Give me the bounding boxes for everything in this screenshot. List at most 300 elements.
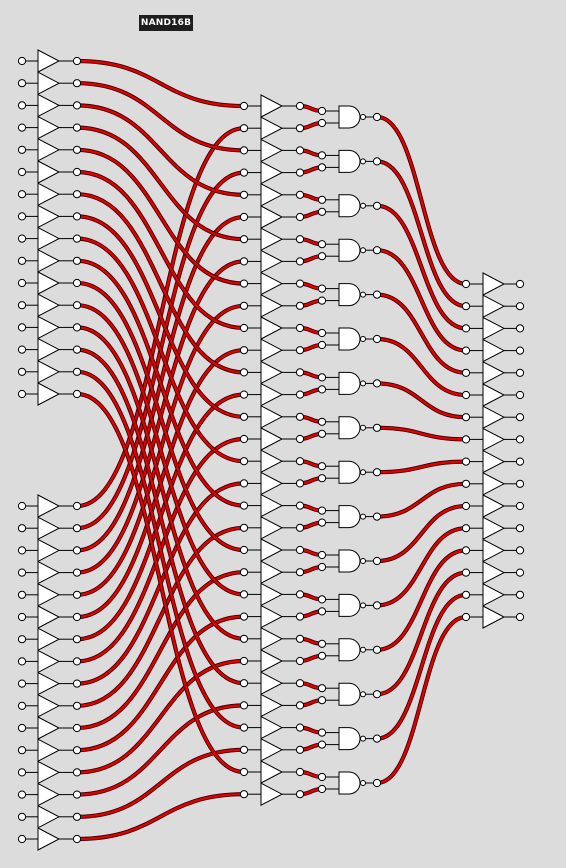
input-pin-a5 [18,168,25,175]
mid-in-pin18 [240,502,247,509]
input-buffer-b12 [38,761,59,783]
input-buffer-b14 [38,806,59,828]
gate-in-pin-a10 [318,551,325,558]
nand-gate15 [339,772,360,794]
mid-buffer20 [261,539,282,561]
input-buffer-b5 [38,606,59,628]
mid-in-pin19 [240,524,247,531]
nand-gate10 [339,550,360,572]
input-out-pin-b4 [73,591,80,598]
gate-in-pin-a7 [318,418,325,425]
input-pin-a7 [18,213,25,220]
input-buffer-b8 [38,673,59,695]
gate-in-pin-a15 [318,773,325,780]
input-buffer-b10 [38,717,59,739]
gate-in-pin-b12 [318,652,325,659]
gate-in-pin-b10 [318,563,325,570]
gate-in-pin-b4 [318,297,325,304]
input-buffer-b3 [38,562,59,584]
output-pin3 [516,347,523,354]
wire-out13 [377,573,466,695]
input-out-pin-b7 [73,658,80,665]
input-buffer-a3 [38,117,59,139]
output-buffer8 [483,451,504,473]
input-pin-a9 [18,257,25,264]
mid-buffer6 [261,228,282,250]
input-out-pin-b15 [73,835,80,842]
input-pin-b1 [18,525,25,532]
mid-out-pin23 [296,613,303,620]
wire-b11 [77,617,244,751]
mid-buffer3 [261,162,282,184]
input-out-pin-a8 [73,235,80,242]
mid-buffer4 [261,184,282,206]
mid-buffer22 [261,583,282,605]
gate-out-pin11 [373,602,380,609]
mid-buffer30 [261,761,282,783]
input-buffer-a5 [38,161,59,183]
nand-bubble14 [361,736,366,741]
input-out-pin-b9 [73,702,80,709]
mid-out-pin24 [296,635,303,642]
mid-in-pin25 [240,657,247,664]
input-buffer-a9 [38,250,59,272]
mid-out-pin9 [296,302,303,309]
mid-out-pin14 [296,413,303,420]
mid-out-pin0 [296,102,303,109]
nand-bubble1 [361,159,366,164]
gate-in-pin-a11 [318,596,325,603]
input-pin-b7 [18,658,25,665]
output-buffer7 [483,428,504,450]
input-out-pin-a1 [73,80,80,87]
gate-out-pin12 [373,646,380,653]
mid-buffer14 [261,406,282,428]
output-in-pin0 [462,280,469,287]
output-pin13 [516,569,523,576]
mid-in-pin17 [240,480,247,487]
nand-bubble15 [361,781,366,786]
gate-in-pin-b0 [318,119,325,126]
output-in-pin3 [462,347,469,354]
input-buffer-b0 [38,495,59,517]
input-buffer-a13 [38,339,59,361]
gate-out-pin8 [373,469,380,476]
nand-bubble4 [361,292,366,297]
output-pin14 [516,591,523,598]
mid-buffer12 [261,361,282,383]
components-layer [18,50,523,850]
mid-out-pin29 [296,746,303,753]
input-out-pin-b13 [73,791,80,798]
wire-out4 [377,295,466,373]
mid-out-pin5 [296,213,303,220]
wire-out11 [377,528,466,605]
input-out-pin-b0 [73,502,80,509]
mid-in-pin2 [240,147,247,154]
mid-buffer9 [261,295,282,317]
mid-in-pin23 [240,613,247,620]
input-buffer-a15 [38,383,59,405]
gate-out-pin2 [373,202,380,209]
gate-in-pin-a1 [318,152,325,159]
output-pin2 [516,325,523,332]
mid-buffer10 [261,317,282,339]
output-in-pin8 [462,458,469,465]
input-pin-b10 [18,724,25,731]
mid-out-pin12 [296,369,303,376]
mid-in-pin6 [240,236,247,243]
mid-in-pin11 [240,347,247,354]
input-out-pin-a14 [73,368,80,375]
mid-in-pin12 [240,369,247,376]
nand-bubble2 [361,203,366,208]
mid-in-pin10 [240,324,247,331]
nand-bubble13 [361,692,366,697]
input-pin-b5 [18,613,25,620]
nand-bubble6 [361,381,366,386]
output-in-pin10 [462,502,469,509]
chip-name-label: NAND16B [139,15,193,31]
output-buffer15 [483,606,504,628]
mid-in-pin5 [240,213,247,220]
output-pin0 [516,280,523,287]
output-in-pin12 [462,547,469,554]
wire-out14 [377,595,466,739]
input-out-pin-b11 [73,747,80,754]
wire-b10 [77,572,244,728]
output-buffer10 [483,495,504,517]
wire-a4 [77,150,244,284]
mid-buffer11 [261,339,282,361]
wire-out0 [377,117,466,284]
output-in-pin7 [462,436,469,443]
mid-out-pin20 [296,546,303,553]
gate-in-pin-a8 [318,463,325,470]
input-pin-b2 [18,547,25,554]
gate-in-pin-a9 [318,507,325,514]
input-pin-b11 [18,747,25,754]
input-buffer-a0 [38,50,59,72]
gate-out-pin0 [373,113,380,120]
output-buffer9 [483,473,504,495]
input-pin-a11 [18,302,25,309]
input-pin-b14 [18,813,25,820]
mid-in-pin22 [240,591,247,598]
mid-buffer15 [261,428,282,450]
gate-in-pin-b3 [318,253,325,260]
mid-out-pin22 [296,591,303,598]
input-out-pin-a5 [73,168,80,175]
mid-buffer26 [261,672,282,694]
mid-buffer21 [261,561,282,583]
mid-out-pin11 [296,347,303,354]
gate-in-pin-a2 [318,196,325,203]
output-buffer6 [483,406,504,428]
mid-buffer13 [261,384,282,406]
input-buffer-b2 [38,539,59,561]
gate-out-pin14 [373,735,380,742]
input-pin-a15 [18,390,25,397]
output-in-pin14 [462,591,469,598]
input-pin-b12 [18,769,25,776]
output-buffer12 [483,539,504,561]
nand-gate9 [339,506,360,528]
mid-out-pin2 [296,147,303,154]
nand-bubble12 [361,647,366,652]
mid-out-pin10 [296,324,303,331]
input-pin-b13 [18,791,25,798]
gate-in-pin-b11 [318,608,325,615]
output-pin5 [516,391,523,398]
input-out-pin-b5 [73,613,80,620]
nand-bubble8 [361,470,366,475]
output-pin11 [516,525,523,532]
output-pin10 [516,502,523,509]
mid-out-pin1 [296,125,303,132]
output-buffer5 [483,384,504,406]
mid-out-pin21 [296,569,303,576]
gate-in-pin-a0 [318,107,325,114]
gate-out-pin3 [373,247,380,254]
mid-out-pin17 [296,480,303,487]
output-pin15 [516,613,523,620]
mid-buffer28 [261,717,282,739]
mid-out-pin6 [296,236,303,243]
gate-out-pin7 [373,424,380,431]
wire-b15 [77,794,244,839]
input-buffer-a14 [38,361,59,383]
wire-out9 [377,484,466,517]
nand-bubble3 [361,248,366,253]
input-pin-b0 [18,502,25,509]
gate-out-pin10 [373,557,380,564]
nand-gate14 [339,728,360,750]
mid-out-pin7 [296,258,303,265]
mid-out-pin15 [296,435,303,442]
mid-buffer25 [261,650,282,672]
output-in-pin4 [462,369,469,376]
input-buffer-a4 [38,139,59,161]
mid-in-pin15 [240,435,247,442]
mid-in-pin21 [240,569,247,576]
output-buffer2 [483,317,504,339]
output-buffer1 [483,295,504,317]
input-buffer-a10 [38,272,59,294]
output-buffer4 [483,362,504,384]
input-buffer-a8 [38,228,59,250]
output-pin1 [516,303,523,310]
nand-gate6 [339,372,360,394]
mid-in-pin27 [240,702,247,709]
input-buffer-b11 [38,739,59,761]
gate-in-pin-a6 [318,374,325,381]
output-buffer11 [483,517,504,539]
input-pin-a6 [18,191,25,198]
nand-gate7 [339,417,360,439]
nand-bubble9 [361,514,366,519]
input-buffer-b4 [38,584,59,606]
mid-out-pin3 [296,169,303,176]
mid-in-pin28 [240,724,247,731]
input-pin-b8 [18,680,25,687]
input-buffer-b9 [38,695,59,717]
gate-out-pin5 [373,335,380,342]
mid-out-pin30 [296,768,303,775]
mid-in-pin16 [240,458,247,465]
mid-buffer31 [261,783,282,805]
mid-buffer17 [261,472,282,494]
mid-out-pin8 [296,280,303,287]
input-pin-a3 [18,124,25,131]
gate-out-pin9 [373,513,380,520]
nand-gate0 [339,106,360,128]
input-buffer-a7 [38,205,59,227]
mid-in-pin14 [240,413,247,420]
nand-gate11 [339,594,360,616]
mid-out-pin27 [296,702,303,709]
input-pin-a8 [18,235,25,242]
mid-in-pin3 [240,169,247,176]
gate-in-pin-a14 [318,729,325,736]
input-pin-a12 [18,324,25,331]
output-pin12 [516,547,523,554]
wire-a5 [77,172,244,328]
mid-buffer18 [261,495,282,517]
input-pin-a0 [18,57,25,64]
gate-in-pin-b15 [318,785,325,792]
nand-gate13 [339,683,360,705]
input-buffer-a12 [38,316,59,338]
nand-bubble7 [361,425,366,430]
input-buffer-a11 [38,294,59,316]
input-pin-a13 [18,346,25,353]
output-in-pin5 [462,391,469,398]
mid-buffer0 [261,95,282,117]
gate-out-pin13 [373,691,380,698]
nand-bubble0 [361,115,366,120]
mid-buffer8 [261,273,282,295]
mid-in-pin8 [240,280,247,287]
mid-in-pin30 [240,768,247,775]
input-pin-b4 [18,591,25,598]
gate-in-pin-b5 [318,341,325,348]
gate-in-pin-a12 [318,640,325,647]
input-buffer-b13 [38,784,59,806]
mid-out-pin31 [296,791,303,798]
input-out-pin-b6 [73,636,80,643]
nand-gate1 [339,150,360,172]
input-buffer-b1 [38,517,59,539]
input-buffer-a6 [38,183,59,205]
input-out-pin-b1 [73,525,80,532]
gate-in-pin-b14 [318,741,325,748]
output-in-pin11 [462,525,469,532]
input-pin-a10 [18,279,25,286]
input-out-pin-b14 [73,813,80,820]
mid-buffer16 [261,450,282,472]
mid-buffer19 [261,517,282,539]
input-out-pin-b12 [73,769,80,776]
gate-in-pin-b7 [318,430,325,437]
output-pin8 [516,458,523,465]
gate-in-pin-a3 [318,241,325,248]
gate-out-pin6 [373,380,380,387]
input-buffer-b7 [38,650,59,672]
gate-out-pin4 [373,291,380,298]
wire-out2 [377,206,466,329]
wire-out6 [377,383,466,417]
wire-out15 [377,617,466,783]
mid-in-pin20 [240,546,247,553]
nand-bubble10 [361,559,366,564]
input-out-pin-b3 [73,569,80,576]
input-out-pin-b8 [73,680,80,687]
gate-in-pin-b2 [318,208,325,215]
gate-in-pin-b6 [318,386,325,393]
mid-in-pin26 [240,680,247,687]
mid-buffer27 [261,694,282,716]
nand-gate12 [339,639,360,661]
nand-gate8 [339,461,360,483]
output-in-pin1 [462,303,469,310]
nand-gate2 [339,195,360,217]
mid-out-pin4 [296,191,303,198]
input-buffer-a1 [38,72,59,94]
mid-in-pin13 [240,391,247,398]
output-pin7 [516,436,523,443]
mid-out-pin19 [296,524,303,531]
mid-buffer5 [261,206,282,228]
wire-out1 [377,161,466,306]
gate-out-pin1 [373,158,380,165]
gate-in-pin-b9 [318,519,325,526]
mid-out-pin16 [296,458,303,465]
mid-out-pin28 [296,724,303,731]
output-in-pin6 [462,414,469,421]
mid-in-pin4 [240,191,247,198]
mid-in-pin7 [240,258,247,265]
input-pin-a1 [18,80,25,87]
input-out-pin-a15 [73,390,80,397]
mid-in-pin0 [240,102,247,109]
input-pin-b9 [18,702,25,709]
mid-out-pin13 [296,391,303,398]
gate-in-pin-b1 [318,164,325,171]
gate-out-pin15 [373,779,380,786]
input-buffer-b15 [38,828,59,850]
input-pin-a2 [18,102,25,109]
nand-gate3 [339,239,360,261]
output-in-pin15 [462,613,469,620]
input-out-pin-a9 [73,257,80,264]
mid-buffer23 [261,606,282,628]
output-in-pin2 [462,325,469,332]
gate-in-pin-b13 [318,697,325,704]
input-pin-a4 [18,146,25,153]
output-in-pin13 [462,569,469,576]
mid-in-pin1 [240,125,247,132]
gate-in-pin-a13 [318,685,325,692]
output-in-pin9 [462,480,469,487]
nand-bubble5 [361,337,366,342]
nand-gate4 [339,284,360,306]
input-out-pin-a4 [73,146,80,153]
output-pin6 [516,414,523,421]
mid-in-pin9 [240,302,247,309]
input-out-pin-b2 [73,547,80,554]
input-pin-b6 [18,636,25,643]
